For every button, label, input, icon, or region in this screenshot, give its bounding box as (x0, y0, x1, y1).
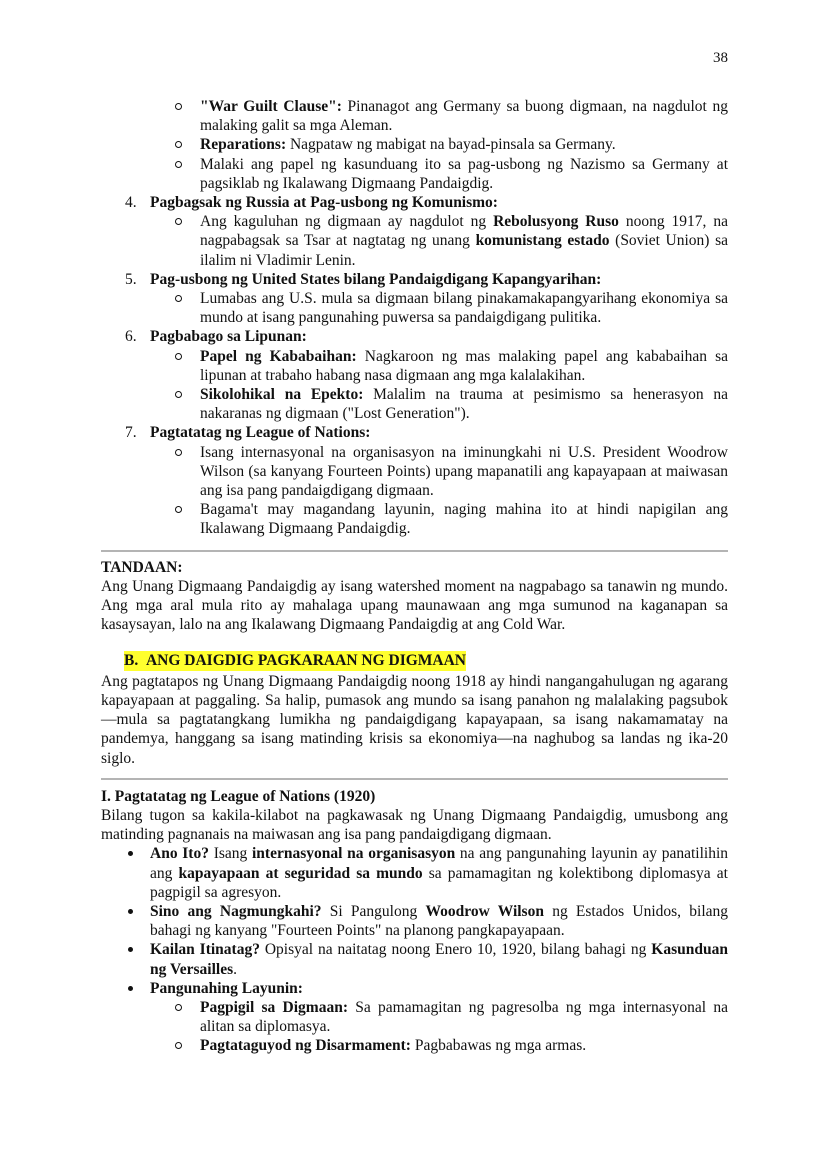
list-item: Pagpigil sa Digmaan: Sa pamamagitan ng pagresolba ng mga internasyonal na alitan sa diplomasya. (101, 998, 728, 1036)
divider (101, 550, 728, 552)
item-title: Pagbabago sa Lipunan: (150, 328, 307, 346)
divider (101, 778, 728, 780)
list-item: Lumabas ang U.S. mula sa digmaan bilang pinakamakapangyarihang ekonomiya sa mundo at isang pangunahing puwersa sa pandaigdigang pulitika. (101, 289, 728, 327)
item-title: Pag-usbong ng United States bilang Pandaigdigang Kapangyarihan: (150, 270, 602, 288)
list-item: Ang kaguluhan ng digmaan ay nagdulot ng Rebolusyong Ruso noong 1917, na nagpabagsak sa Tsar at nagtatag ng unang komunistang estado (Soviet Union) sa ilalim ni Vladimir Lenin. (101, 212, 728, 270)
tandaan-label: TANDAAN: (101, 558, 183, 576)
page-number: 38 (713, 50, 728, 66)
item-7-sublist (101, 443, 728, 539)
numbered-item-5: 5. Pag-usbong ng United States bilang Pandaigdigang Kapangyarihan: (125, 270, 602, 288)
league-bullets (101, 844, 728, 998)
list-item: Pangunahing Layunin: (101, 979, 728, 998)
treaty-sublist (101, 97, 728, 193)
numbered-item-6: 6. Pagbabago sa Lipunan: (125, 328, 307, 346)
item-title: Pagbagsak ng Russia at Pag-usbong ng Komunismo: (150, 194, 498, 212)
list-item: Pagtataguyod ng Disarmament: Pagbabawas ng mga armas. (101, 1036, 728, 1055)
page-content (101, 97, 728, 1056)
tandaan-box (101, 558, 728, 635)
item-4-sublist (101, 212, 728, 270)
tandaan-text: Ang Unang Digmaang Pandaigdig ay isang watershed moment na nagpabago sa tanawin ng mundo. Ang mga aral mula rito ay mahalaga upang maunawaan ang mga sumunod na kaganapan sa kasaysayan, lalo na ang Ikalawang Digmaang Pandaigdig at ang Cold War. (101, 577, 728, 634)
section-b-heading: B. ANG DAIGDIG PAGKARAAN NG DIGMAAN (124, 652, 467, 670)
item-6-sublist (101, 347, 728, 424)
numbered-item-7: 7. Pagtatatag ng League of Nations: (125, 424, 371, 442)
league-goals-sublist (101, 998, 728, 1056)
list-item: Bagama't may magandang layunin, naging mahina ito at hindi napigilan ang Ikalawang Digmaang Pandaigdig. (101, 500, 728, 538)
league-heading: I. Pagtatatag ng League of Nations (1920) (101, 787, 376, 805)
list-item: Reparations: Nagpataw ng mabigat na bayad-pinsala sa Germany. (101, 135, 728, 154)
list-item: Ano Ito? Isang internasyonal na organisasyon na ang pangunahing layunin ay panatilihin ang kapayapaan at seguridad sa mundo sa pamamagitan ng kolektibong diplomasya at pagpigil sa agresyon. (101, 844, 728, 902)
list-item: Kailan Itinatag? Opisyal na naitatag noong Enero 10, 1920, bilang bahagi ng Kasunduan ng Versailles. (101, 940, 728, 978)
list-item: "War Guilt Clause": Pinanagot ang Germany sa buong digmaan, na nagdulot ng malaking galit sa mga Aleman. (101, 97, 728, 135)
list-item: Isang internasyonal na organisasyon na iminungkahi ni U.S. President Woodrow Wilson (sa kanyang Fourteen Points) upang mapanatili ang kapayapaan at maiwasan ang isa pang pandaigdigang digmaan. (101, 443, 728, 501)
list-item: Malaki ang papel ng kasunduang ito sa pag-usbong ng Nazismo sa Germany at pagsiklab ng Ikalawang Digmaang Pandaigdig. (101, 155, 728, 193)
league-intro: Bilang tugon sa kakila-kilabot na pagkawasak ng Unang Digmaang Pandaigdig, umusbong ang matinding pagnanais na maiwasan ang isa pang pandaigdigang digmaan. (101, 806, 728, 844)
list-item: Sikolohikal na Epekto: Malalim na trauma at pesimismo sa henerasyon na nakaranas ng digmaan ("Lost Generation"). (101, 385, 728, 423)
numbered-item-4: 4. Pagbagsak ng Russia at Pag-usbong ng Komunismo: (125, 194, 498, 212)
list-item: Papel ng Kababaihan: Nagkaroon ng mas malaking papel ang kababaihan sa lipunan at trabaho habang nasa digmaan ang mga kalalakihan. (101, 347, 728, 385)
item-5-sublist (101, 289, 728, 327)
section-b-paragraph: Ang pagtatapos ng Unang Digmaang Pandaigdig noong 1918 ay hindi nangangahulugan ng agarang kapayapaan at paggaling. Sa halip, pumasok ang mundo sa isang panahon ng malalaking pagsubok—mula sa pagtatangkang lumikha ng pandaigdigang kapayapaan, sa isang nakamamatay na pandemya, hanggang sa isang matinding krisis sa ekonomiya—na naghubog sa landas ng ika-20 siglo. (101, 672, 728, 767)
item-title: Pagtatatag ng League of Nations: (150, 424, 371, 442)
list-item: Sino ang Nagmungkahi? Si Pangulong Woodrow Wilson ng Estados Unidos, bilang bahagi ng kanyang "Fourteen Points" na planong pangkapayapaan. (101, 902, 728, 940)
